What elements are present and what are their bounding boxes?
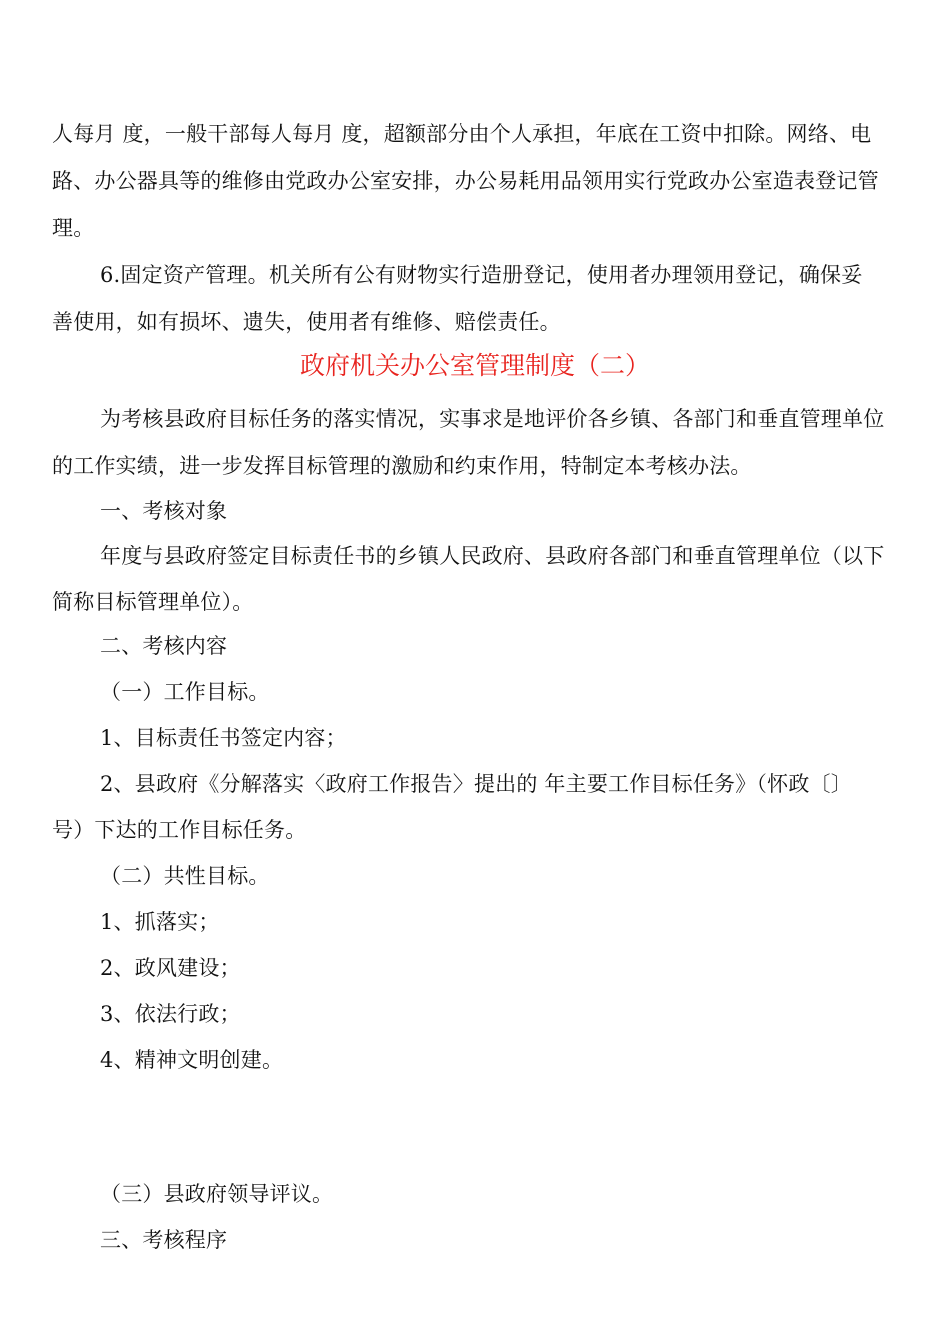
paragraph-line: 路、办公器具等的维修由党政办公室安排，办公易耗用品领用实行党政办公室造表登记管: [52, 169, 879, 193]
paragraph-line: 的工作实绩，进一步发挥目标管理的激励和约束作用，特制定本考核办法。: [52, 454, 752, 478]
subheading-line: （二）共性目标。: [100, 864, 270, 888]
list-item: 2、县政府《分解落实〈政府工作报告〉提出的 年主要工作目标任务》（怀政〔〕: [100, 772, 852, 796]
list-item: 4、精神文明创建。: [100, 1048, 284, 1072]
paragraph-line: 人每月 度，一般干部每人每月 度，超额部分由个人承担，年底在工资中扣除。网络、电: [52, 122, 872, 146]
paragraph-line: 年度与县政府签定目标责任书的乡镇人民政府、县政府各部门和垂直管理单位（以下: [100, 544, 885, 568]
paragraph-line: 为考核县政府目标任务的落实情况，实事求是地评价各乡镇、各部门和垂直管理单位: [100, 407, 885, 431]
subheading-line: （一）工作目标。: [100, 680, 270, 704]
list-item: 1、抓落实；: [100, 910, 220, 934]
heading-line: 一、考核对象: [100, 499, 228, 523]
heading-line: 三、考核程序: [100, 1228, 228, 1252]
subheading-line: （三）县政府领导评议。: [100, 1182, 334, 1206]
paragraph-line: 号）下达的工作目标任务。: [52, 818, 307, 842]
heading-line: 二、考核内容: [100, 634, 228, 658]
paragraph-line: 简称目标管理单位）。: [52, 590, 254, 614]
list-item: 2、政风建设；: [100, 956, 241, 980]
paragraph-line: 善使用，如有损坏、遗失，使用者有维修、赔偿责任。: [52, 310, 561, 334]
list-item: 1、目标责任书签定内容；: [100, 726, 347, 750]
paragraph-line: 6.固定资产管理。机关所有公有财物实行造册登记，使用者办理领用登记，确保妥: [100, 263, 863, 287]
paragraph-line: 理。: [52, 216, 95, 240]
list-item: 3、依法行政；: [100, 1002, 241, 1026]
section-title: 政府机关办公室管理制度（二）: [299, 351, 650, 380]
